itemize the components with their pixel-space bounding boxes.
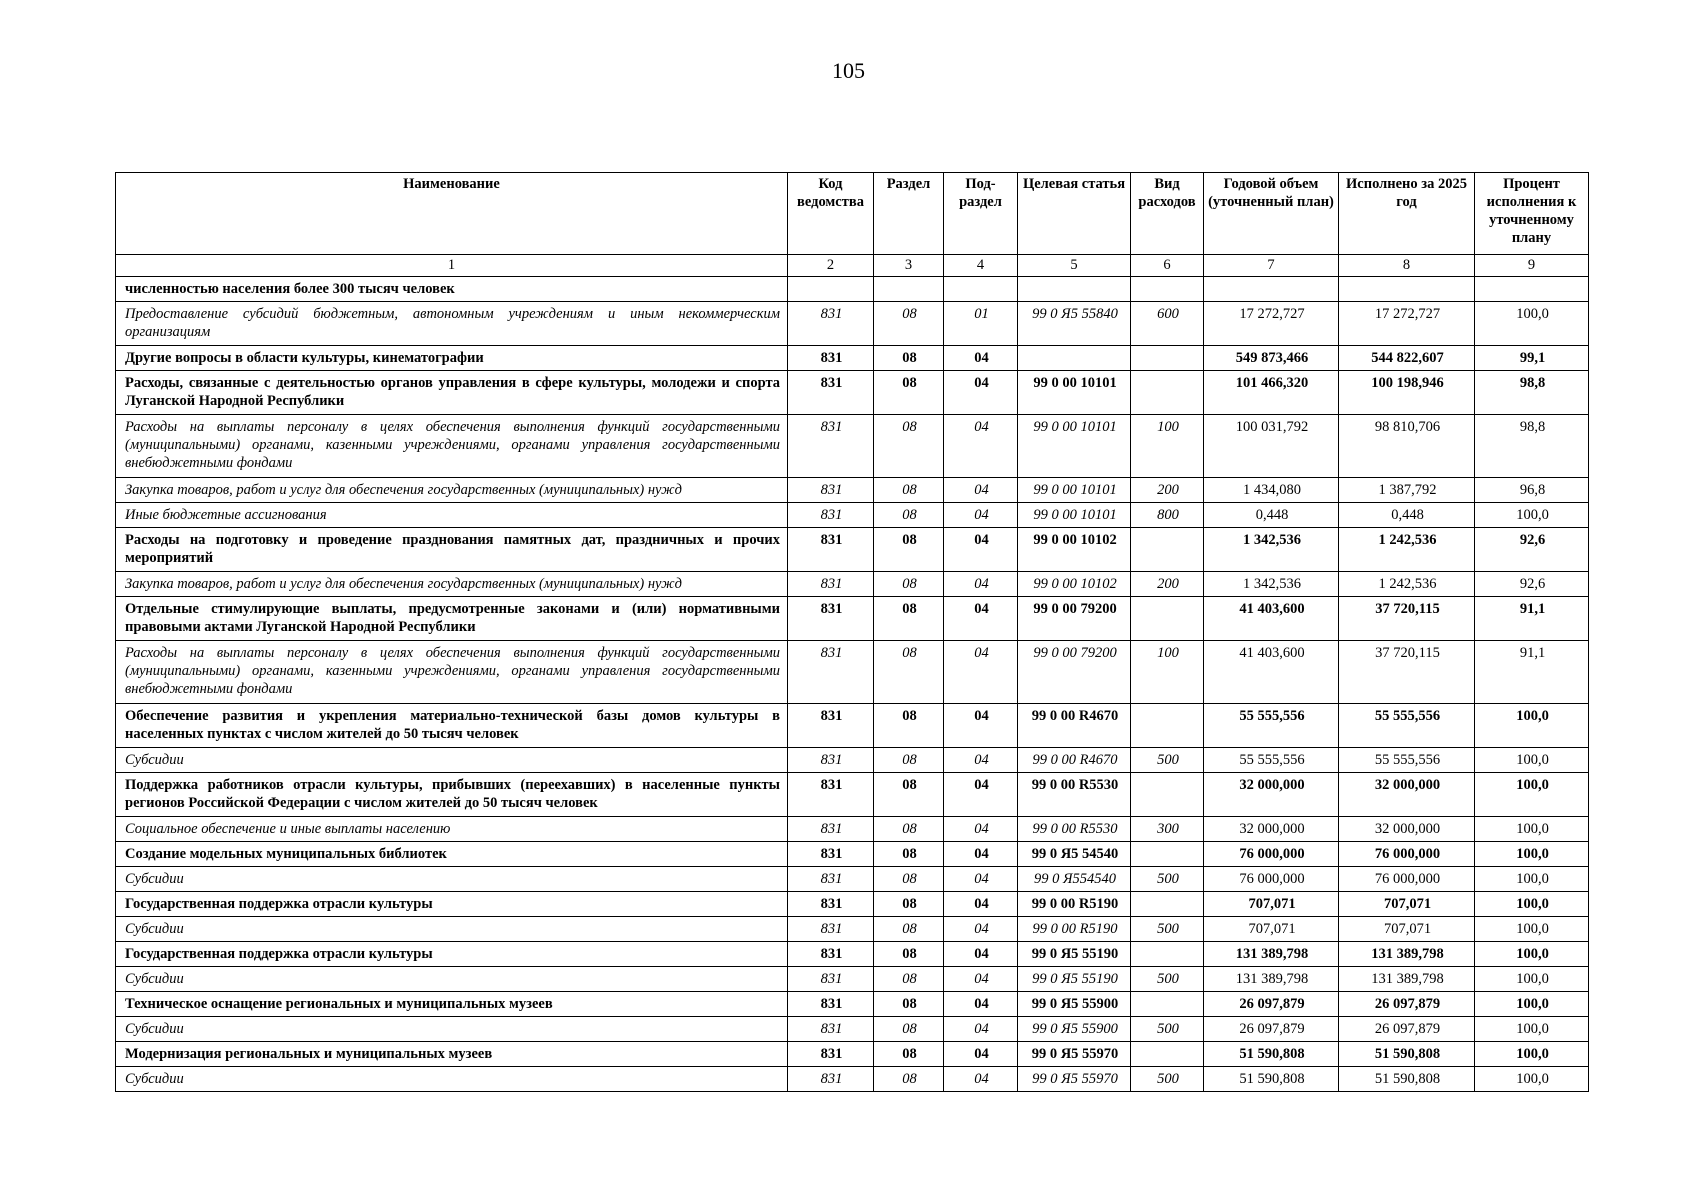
row-target-article: 99 0 Я5 55190: [1018, 967, 1131, 992]
row-target-article: 99 0 00 10101: [1018, 503, 1131, 528]
row-expense-type: 500: [1131, 1017, 1204, 1042]
budget-execution-table: [115, 172, 1589, 1092]
table-row: [116, 917, 1589, 942]
row-percent: 92,6: [1475, 572, 1589, 597]
row-section: 08: [874, 1042, 944, 1067]
row-name: Расходы на подготовку и проведение празднования памятных дат, праздничных и прочих мероприятий: [116, 528, 788, 572]
row-executed: 17 272,727: [1339, 302, 1475, 346]
row-subsection: 04: [944, 992, 1018, 1017]
row-subsection: 04: [944, 371, 1018, 415]
row-target-article: 99 0 Я5 55970: [1018, 1042, 1131, 1067]
row-percent: 98,8: [1475, 415, 1589, 478]
row-subsection: 04: [944, 641, 1018, 704]
table-row: [116, 302, 1589, 346]
row-percent: 100,0: [1475, 967, 1589, 992]
header-expense-type: Вид расходов: [1131, 173, 1204, 255]
row-name: Субсидии: [116, 867, 788, 892]
row-name: Модернизация региональных и муниципальных музеев: [116, 1042, 788, 1067]
row-target-article: [1018, 277, 1131, 302]
row-executed: 76 000,000: [1339, 842, 1475, 867]
header-annual-plan: Годовой объем (уточненный план): [1204, 173, 1339, 255]
column-number: 2: [788, 255, 874, 277]
table-row: [116, 572, 1589, 597]
row-dept-code: 831: [788, 572, 874, 597]
row-name: Создание модельных муниципальных библиотек: [116, 842, 788, 867]
row-executed: 26 097,879: [1339, 1017, 1475, 1042]
column-number: 8: [1339, 255, 1475, 277]
row-dept-code: 831: [788, 1067, 874, 1092]
row-annual-plan: 32 000,000: [1204, 817, 1339, 842]
row-annual-plan: 55 555,556: [1204, 748, 1339, 773]
row-expense-type: [1131, 842, 1204, 867]
row-section: 08: [874, 641, 944, 704]
row-annual-plan: 41 403,600: [1204, 641, 1339, 704]
row-section: 08: [874, 415, 944, 478]
header-name: Наименование: [116, 173, 788, 255]
table-row: [116, 528, 1589, 572]
row-executed: 707,071: [1339, 892, 1475, 917]
header-row: [116, 173, 1589, 255]
column-number: 7: [1204, 255, 1339, 277]
row-section: 08: [874, 503, 944, 528]
table-row: [116, 641, 1589, 704]
row-subsection: 04: [944, 528, 1018, 572]
row-expense-type: 500: [1131, 1067, 1204, 1092]
row-section: 08: [874, 572, 944, 597]
row-annual-plan: 1 342,536: [1204, 572, 1339, 597]
row-section: 08: [874, 842, 944, 867]
row-subsection: 04: [944, 478, 1018, 503]
row-annual-plan: 26 097,879: [1204, 1017, 1339, 1042]
row-annual-plan: 76 000,000: [1204, 842, 1339, 867]
row-executed: 55 555,556: [1339, 704, 1475, 748]
row-annual-plan: 17 272,727: [1204, 302, 1339, 346]
row-subsection: 04: [944, 942, 1018, 967]
row-subsection: 04: [944, 748, 1018, 773]
row-subsection: 04: [944, 917, 1018, 942]
row-subsection: 04: [944, 842, 1018, 867]
row-section: 08: [874, 748, 944, 773]
row-section: 08: [874, 371, 944, 415]
row-dept-code: 831: [788, 302, 874, 346]
row-percent: 100,0: [1475, 748, 1589, 773]
page-number: 105: [832, 58, 865, 83]
row-annual-plan: 549 873,466: [1204, 346, 1339, 371]
row-subsection: 04: [944, 503, 1018, 528]
row-dept-code: 831: [788, 992, 874, 1017]
row-expense-type: 800: [1131, 503, 1204, 528]
row-subsection: 04: [944, 1042, 1018, 1067]
row-annual-plan: 41 403,600: [1204, 597, 1339, 641]
row-executed: 51 590,808: [1339, 1042, 1475, 1067]
row-percent: 96,8: [1475, 478, 1589, 503]
table-row: [116, 597, 1589, 641]
row-target-article: 99 0 00 10101: [1018, 415, 1131, 478]
row-section: 08: [874, 773, 944, 817]
row-expense-type: [1131, 1042, 1204, 1067]
table-row: [116, 892, 1589, 917]
row-name: Государственная поддержка отрасли культуры: [116, 892, 788, 917]
row-subsection: [944, 277, 1018, 302]
table-row: [116, 371, 1589, 415]
row-target-article: 99 0 Я5 55900: [1018, 1017, 1131, 1042]
row-expense-type: [1131, 371, 1204, 415]
row-executed: 26 097,879: [1339, 992, 1475, 1017]
table-row: [116, 346, 1589, 371]
row-annual-plan: 131 389,798: [1204, 967, 1339, 992]
row-target-article: [1018, 346, 1131, 371]
row-section: 08: [874, 917, 944, 942]
row-annual-plan: 26 097,879: [1204, 992, 1339, 1017]
row-target-article: 99 0 00 R5190: [1018, 917, 1131, 942]
row-name: Закупка товаров, работ и услуг для обеспечения государственных (муниципальных) нужд: [116, 572, 788, 597]
row-dept-code: 831: [788, 817, 874, 842]
row-target-article: 99 0 00 10101: [1018, 478, 1131, 503]
row-section: [874, 277, 944, 302]
row-annual-plan: 1 342,536: [1204, 528, 1339, 572]
row-target-article: 99 0 00 R5530: [1018, 773, 1131, 817]
row-section: 08: [874, 967, 944, 992]
row-name: Расходы на выплаты персоналу в целях обеспечения выполнения функций государственными (муниципальными) органами, казенными учреждениями, органами управления государственными внебюджетными фондами: [116, 415, 788, 478]
row-percent: 100,0: [1475, 704, 1589, 748]
header-subsection: Под-раздел: [944, 173, 1018, 255]
column-number: 9: [1475, 255, 1589, 277]
row-subsection: 04: [944, 346, 1018, 371]
table-row: [116, 1017, 1589, 1042]
row-target-article: 99 0 Я5 55970: [1018, 1067, 1131, 1092]
row-dept-code: 831: [788, 967, 874, 992]
table-row: [116, 942, 1589, 967]
row-annual-plan: 131 389,798: [1204, 942, 1339, 967]
row-executed: 544 822,607: [1339, 346, 1475, 371]
row-target-article: 99 0 00 10101: [1018, 371, 1131, 415]
row-section: 08: [874, 1067, 944, 1092]
row-subsection: 01: [944, 302, 1018, 346]
row-section: 08: [874, 302, 944, 346]
row-target-article: 99 0 00 R4670: [1018, 748, 1131, 773]
row-name: Социальное обеспечение и иные выплаты населению: [116, 817, 788, 842]
row-percent: 100,0: [1475, 1017, 1589, 1042]
row-expense-type: 500: [1131, 967, 1204, 992]
table-row: [116, 773, 1589, 817]
row-name: Техническое оснащение региональных и муниципальных музеев: [116, 992, 788, 1017]
row-name: Закупка товаров, работ и услуг для обеспечения государственных (муниципальных) нужд: [116, 478, 788, 503]
row-subsection: 04: [944, 597, 1018, 641]
row-dept-code: 831: [788, 704, 874, 748]
table-body: [116, 277, 1589, 1092]
row-name: Субсидии: [116, 748, 788, 773]
row-dept-code: 831: [788, 371, 874, 415]
table-row: [116, 277, 1589, 302]
row-section: 08: [874, 704, 944, 748]
row-subsection: 04: [944, 1017, 1018, 1042]
row-expense-type: [1131, 597, 1204, 641]
row-percent: 99,1: [1475, 346, 1589, 371]
row-target-article: 99 0 00 79200: [1018, 641, 1131, 704]
column-number: 5: [1018, 255, 1131, 277]
row-executed: 131 389,798: [1339, 942, 1475, 967]
row-percent: 100,0: [1475, 892, 1589, 917]
row-expense-type: 500: [1131, 867, 1204, 892]
table-row: [116, 478, 1589, 503]
row-name: Отдельные стимулирующие выплаты, предусмотренные законами и (или) нормативными правовыми актами Луганской Народной Республики: [116, 597, 788, 641]
row-name: Субсидии: [116, 917, 788, 942]
row-subsection: 04: [944, 867, 1018, 892]
row-name: Субсидии: [116, 1067, 788, 1092]
row-executed: 1 242,536: [1339, 528, 1475, 572]
row-target-article: 99 0 Я5 55190: [1018, 942, 1131, 967]
row-expense-type: [1131, 992, 1204, 1017]
row-expense-type: [1131, 704, 1204, 748]
row-subsection: 04: [944, 817, 1018, 842]
row-percent: 100,0: [1475, 503, 1589, 528]
row-executed: 131 389,798: [1339, 967, 1475, 992]
row-expense-type: 100: [1131, 415, 1204, 478]
row-dept-code: 831: [788, 917, 874, 942]
row-percent: 100,0: [1475, 773, 1589, 817]
column-number: 1: [116, 255, 788, 277]
row-executed: 98 810,706: [1339, 415, 1475, 478]
row-expense-type: 200: [1131, 478, 1204, 503]
table-row: [116, 992, 1589, 1017]
column-number-row: [116, 255, 1589, 277]
row-annual-plan: 51 590,808: [1204, 1067, 1339, 1092]
row-subsection: 04: [944, 415, 1018, 478]
row-target-article: 99 0 00 79200: [1018, 597, 1131, 641]
row-dept-code: 831: [788, 867, 874, 892]
table-row: [116, 842, 1589, 867]
row-percent: 98,8: [1475, 371, 1589, 415]
row-dept-code: 831: [788, 842, 874, 867]
row-dept-code: 831: [788, 597, 874, 641]
row-percent: 100,0: [1475, 1067, 1589, 1092]
row-target-article: 99 0 Я5 55840: [1018, 302, 1131, 346]
row-dept-code: 831: [788, 773, 874, 817]
row-expense-type: 100: [1131, 641, 1204, 704]
row-expense-type: [1131, 892, 1204, 917]
row-dept-code: 831: [788, 892, 874, 917]
row-subsection: 04: [944, 704, 1018, 748]
row-expense-type: [1131, 942, 1204, 967]
row-annual-plan: 76 000,000: [1204, 867, 1339, 892]
row-name: Обеспечение развития и укрепления материально-технической базы домов культуры в населенных пунктах с числом жителей до 50 тысяч человек: [116, 704, 788, 748]
row-target-article: 99 0 00 10102: [1018, 572, 1131, 597]
row-section: 08: [874, 1017, 944, 1042]
row-dept-code: 831: [788, 942, 874, 967]
row-section: 08: [874, 817, 944, 842]
row-executed: 51 590,808: [1339, 1067, 1475, 1092]
row-target-article: 99 0 Я5 54540: [1018, 842, 1131, 867]
row-percent: 100,0: [1475, 992, 1589, 1017]
row-dept-code: 831: [788, 478, 874, 503]
row-executed: 76 000,000: [1339, 867, 1475, 892]
column-number: 3: [874, 255, 944, 277]
row-subsection: 04: [944, 892, 1018, 917]
row-dept-code: 831: [788, 641, 874, 704]
row-annual-plan: 707,071: [1204, 892, 1339, 917]
column-number: 4: [944, 255, 1018, 277]
table-row: [116, 704, 1589, 748]
table-row: [116, 867, 1589, 892]
row-target-article: 99 0 00 R4670: [1018, 704, 1131, 748]
row-name: Иные бюджетные ассигнования: [116, 503, 788, 528]
row-expense-type: [1131, 773, 1204, 817]
row-dept-code: 831: [788, 1042, 874, 1067]
row-executed: 100 198,946: [1339, 371, 1475, 415]
row-executed: 0,448: [1339, 503, 1475, 528]
row-dept-code: 831: [788, 748, 874, 773]
row-executed: [1339, 277, 1475, 302]
table-row: [116, 1067, 1589, 1092]
row-section: 08: [874, 597, 944, 641]
row-annual-plan: 707,071: [1204, 917, 1339, 942]
header-executed: Исполнено за 2025 год: [1339, 173, 1475, 255]
row-executed: 32 000,000: [1339, 817, 1475, 842]
header-section: Раздел: [874, 173, 944, 255]
row-percent: [1475, 277, 1589, 302]
row-section: 08: [874, 892, 944, 917]
row-name: Расходы, связанные с деятельностью органов управления в сфере культуры, молодежи и спорта Луганской Народной Республики: [116, 371, 788, 415]
row-name: численностью населения более 300 тысяч человек: [116, 277, 788, 302]
header-dept-code: Код ведомства: [788, 173, 874, 255]
row-subsection: 04: [944, 773, 1018, 817]
row-percent: 100,0: [1475, 842, 1589, 867]
row-executed: 37 720,115: [1339, 597, 1475, 641]
row-percent: 100,0: [1475, 817, 1589, 842]
row-percent: 92,6: [1475, 528, 1589, 572]
row-subsection: 04: [944, 967, 1018, 992]
row-annual-plan: 101 466,320: [1204, 371, 1339, 415]
row-name: Государственная поддержка отрасли культуры: [116, 942, 788, 967]
row-percent: 91,1: [1475, 597, 1589, 641]
row-section: 08: [874, 346, 944, 371]
row-executed: 707,071: [1339, 917, 1475, 942]
table-row: [116, 1042, 1589, 1067]
row-dept-code: 831: [788, 528, 874, 572]
row-annual-plan: 100 031,792: [1204, 415, 1339, 478]
row-section: 08: [874, 992, 944, 1017]
row-target-article: 99 0 00 10102: [1018, 528, 1131, 572]
row-section: 08: [874, 867, 944, 892]
row-expense-type: [1131, 277, 1204, 302]
row-target-article: 99 0 00 R5530: [1018, 817, 1131, 842]
row-expense-type: [1131, 346, 1204, 371]
table-row: [116, 817, 1589, 842]
table-row: [116, 748, 1589, 773]
table-row: [116, 415, 1589, 478]
row-name: Субсидии: [116, 967, 788, 992]
row-section: 08: [874, 478, 944, 503]
row-executed: 55 555,556: [1339, 748, 1475, 773]
row-executed: 37 720,115: [1339, 641, 1475, 704]
row-percent: 100,0: [1475, 867, 1589, 892]
row-annual-plan: [1204, 277, 1339, 302]
row-dept-code: 831: [788, 346, 874, 371]
row-name: Расходы на выплаты персоналу в целях обеспечения выполнения функций государственными (муниципальными) органами, казенными учреждениями, органами управления государственными внебюджетными фондами: [116, 641, 788, 704]
row-expense-type: 200: [1131, 572, 1204, 597]
row-section: 08: [874, 528, 944, 572]
row-name: Субсидии: [116, 1017, 788, 1042]
row-target-article: 99 0 Я554540: [1018, 867, 1131, 892]
row-percent: 100,0: [1475, 942, 1589, 967]
row-percent: 100,0: [1475, 302, 1589, 346]
row-executed: 32 000,000: [1339, 773, 1475, 817]
row-dept-code: 831: [788, 415, 874, 478]
row-expense-type: 300: [1131, 817, 1204, 842]
row-name: Поддержка работников отрасли культуры, прибывших (переехавших) в населенные пункты регионов Российской Федерации с числом жителей до 50 тысяч человек: [116, 773, 788, 817]
row-percent: 100,0: [1475, 1042, 1589, 1067]
row-subsection: 04: [944, 1067, 1018, 1092]
row-annual-plan: 32 000,000: [1204, 773, 1339, 817]
row-dept-code: 831: [788, 1017, 874, 1042]
row-name: Другие вопросы в области культуры, кинематографии: [116, 346, 788, 371]
row-percent: 100,0: [1475, 917, 1589, 942]
row-annual-plan: 1 434,080: [1204, 478, 1339, 503]
row-dept-code: 831: [788, 503, 874, 528]
row-name: Предоставление субсидий бюджетным, автономным учреждениям и иным некоммерческим организациям: [116, 302, 788, 346]
row-expense-type: 500: [1131, 748, 1204, 773]
row-expense-type: 600: [1131, 302, 1204, 346]
row-executed: 1 387,792: [1339, 478, 1475, 503]
row-executed: 1 242,536: [1339, 572, 1475, 597]
table-row: [116, 967, 1589, 992]
row-dept-code: [788, 277, 874, 302]
row-target-article: 99 0 00 R5190: [1018, 892, 1131, 917]
row-section: 08: [874, 942, 944, 967]
header-target-article: Целевая статья: [1018, 173, 1131, 255]
row-annual-plan: 51 590,808: [1204, 1042, 1339, 1067]
column-number: 6: [1131, 255, 1204, 277]
row-percent: 91,1: [1475, 641, 1589, 704]
row-expense-type: [1131, 528, 1204, 572]
row-target-article: 99 0 Я5 55900: [1018, 992, 1131, 1017]
row-expense-type: 500: [1131, 917, 1204, 942]
table-row: [116, 503, 1589, 528]
row-subsection: 04: [944, 572, 1018, 597]
row-annual-plan: 0,448: [1204, 503, 1339, 528]
header-percent: Процент исполнения к уточненному плану: [1475, 173, 1589, 255]
row-annual-plan: 55 555,556: [1204, 704, 1339, 748]
